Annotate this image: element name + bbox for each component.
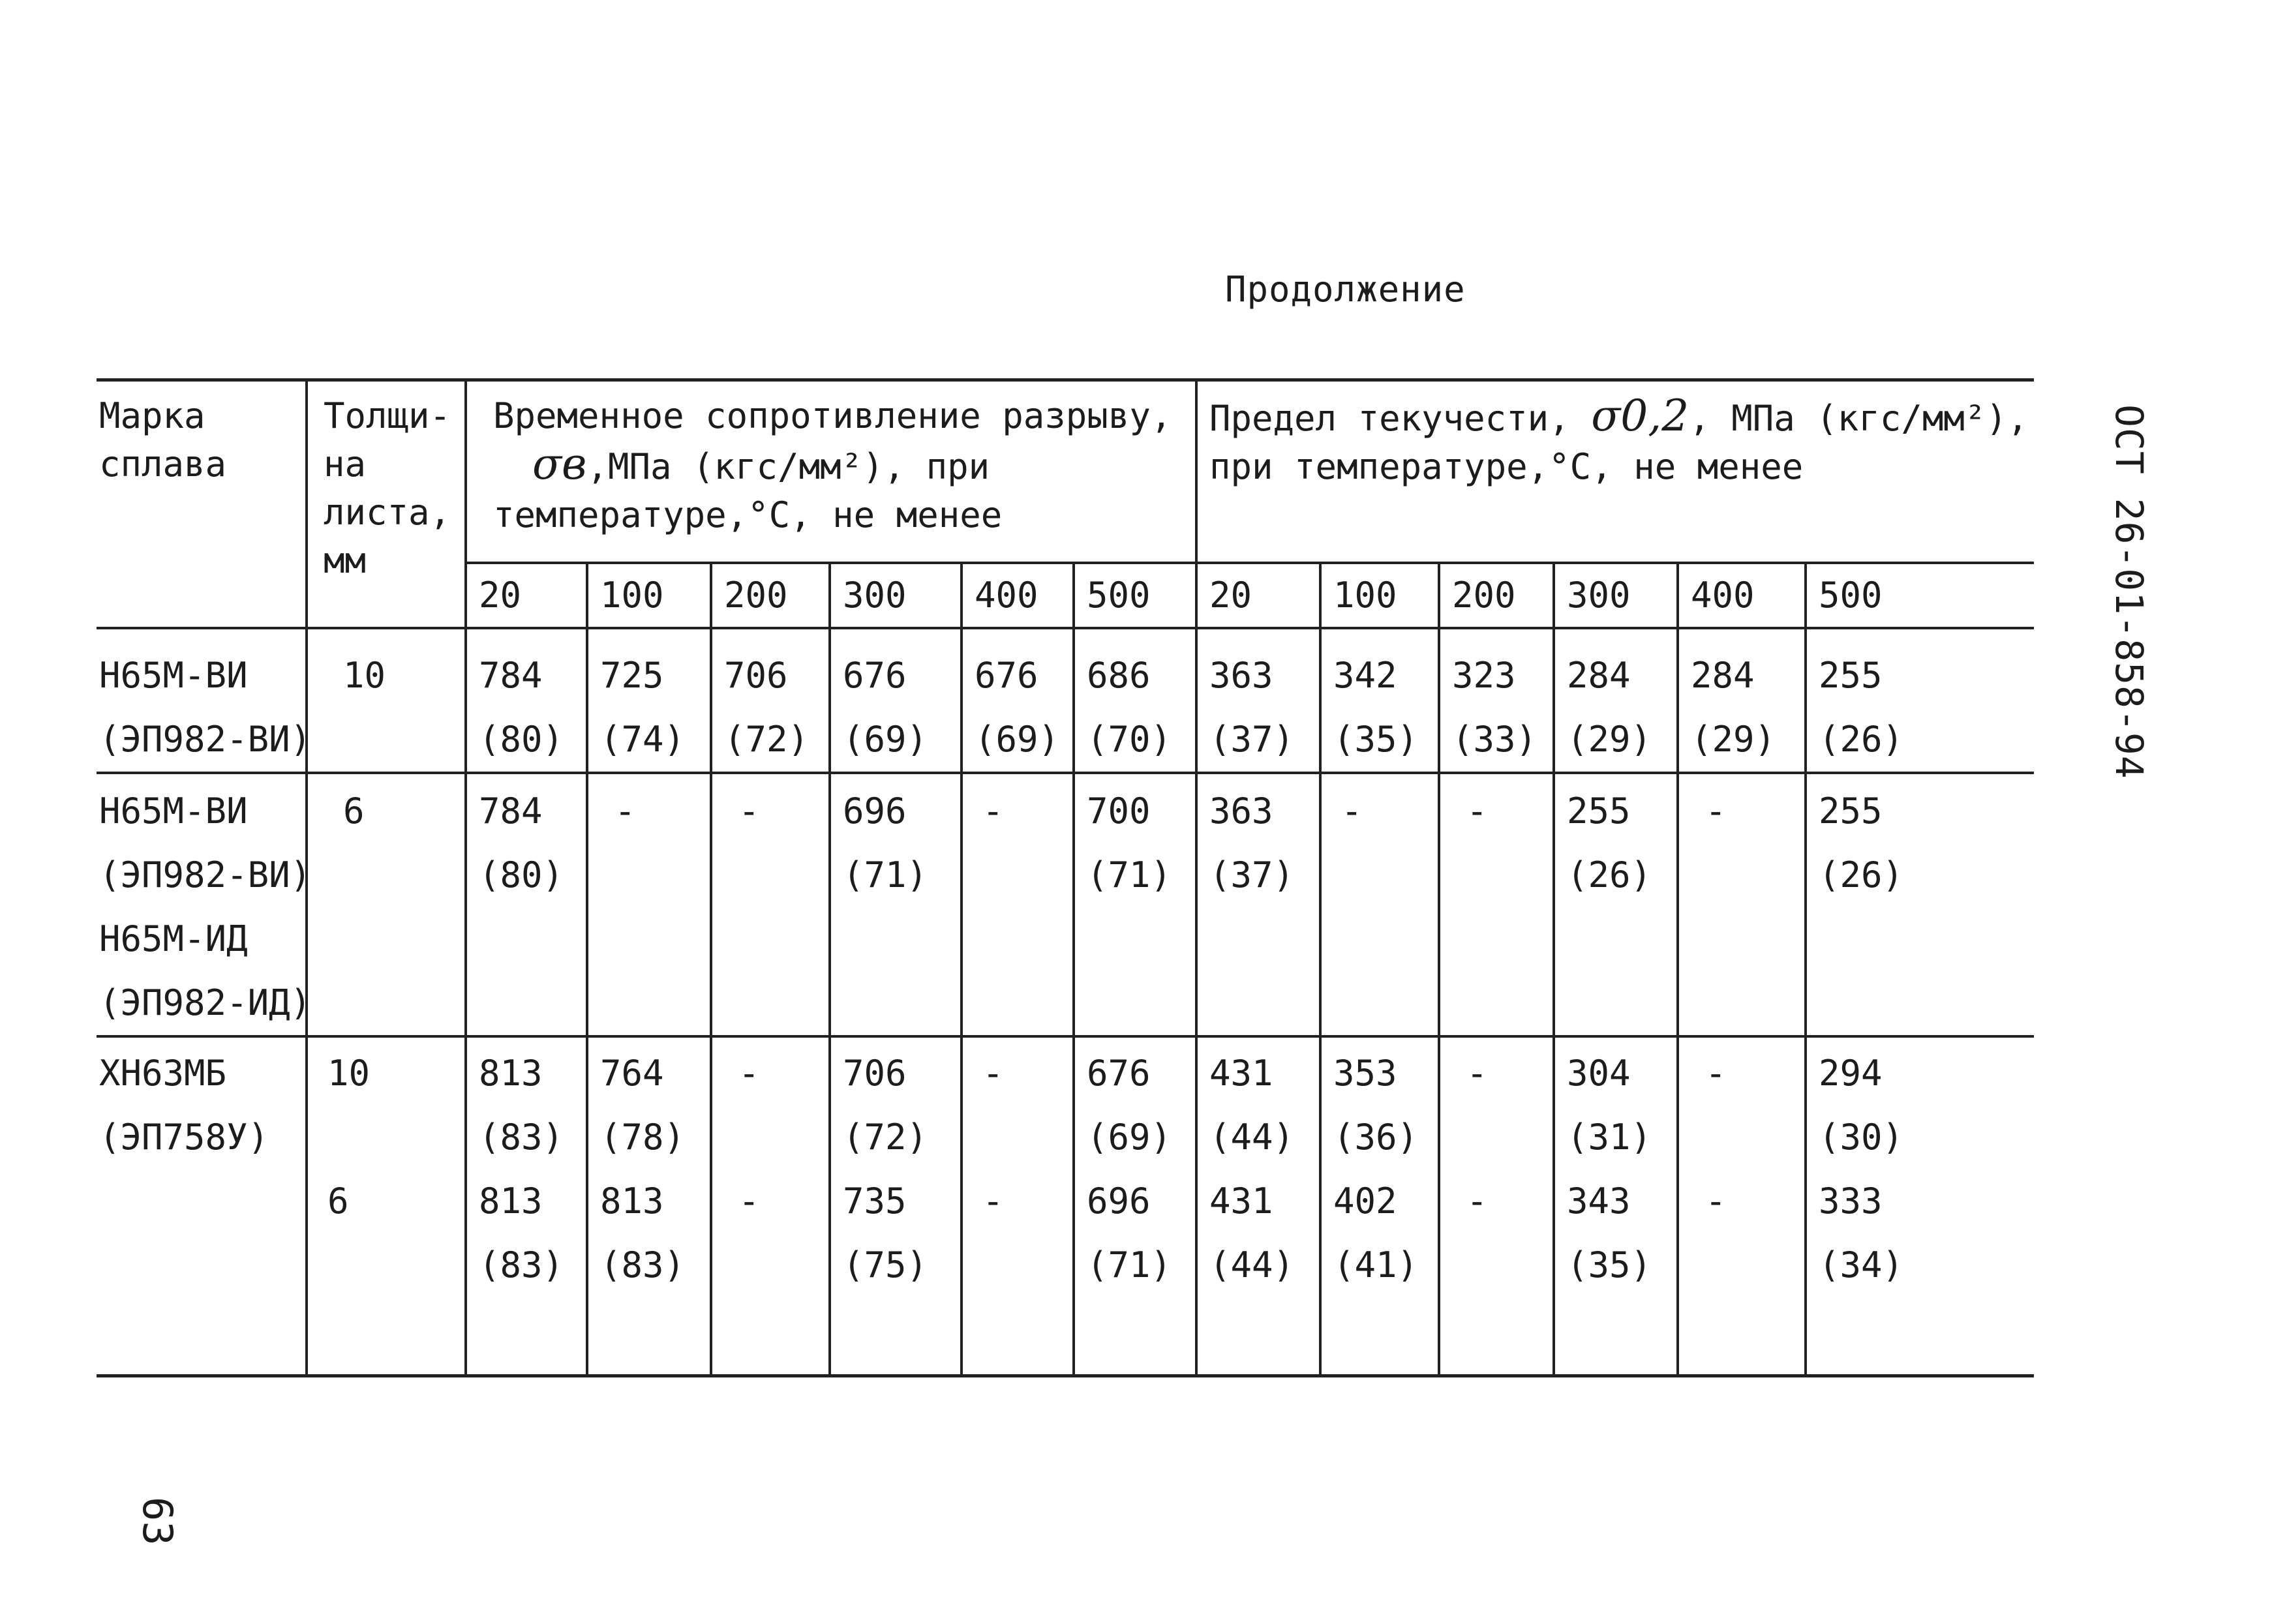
cell-text: 431 (1209, 1180, 1273, 1222)
temp-cell: 500 (1806, 563, 2034, 628)
value-cell (831, 1038, 960, 1297)
cell-text: (26) (1819, 719, 1904, 760)
cell-text: (44) (1209, 1117, 1295, 1158)
cell-text: (75) (843, 1244, 928, 1286)
cell-text: 813 (479, 1180, 543, 1222)
cell-text: 284 (1567, 655, 1631, 696)
cell-text: Н65М-ВИ (99, 655, 248, 696)
cell-text: (72) (843, 1117, 928, 1158)
cell-text: 784 (479, 790, 543, 832)
value-cell (467, 629, 586, 772)
page-number: 63 (134, 1497, 181, 1546)
cell-text: (26) (1567, 854, 1652, 895)
cell-text: 676 (975, 655, 1038, 696)
header-yield: Предел текучести, σ0,2, МПа (кгс/мм²), при температуре,°С, не менее (1196, 380, 2034, 564)
cell-text: - (1341, 790, 1363, 832)
cell-text: 784 (479, 655, 543, 696)
value-cell (1555, 774, 1676, 907)
value-cell (588, 1038, 710, 1297)
cell-text: (ЭП758У) (99, 1117, 269, 1158)
cell-text: Предел текучести, (1209, 398, 1570, 439)
temp-cell: 100 (1320, 563, 1439, 628)
value-cell (1075, 629, 1195, 772)
cell-text: 696 (1087, 1180, 1151, 1222)
properties-table (97, 378, 2034, 1377)
cell-text: (83) (600, 1244, 686, 1286)
cell-text: (31) (1567, 1117, 1652, 1158)
header-tensile: Временное сопротивление разрыву, σв,МПа (кгс/мм²), при температуре,°С, не менее (466, 380, 1196, 564)
cell-text: (71) (1087, 1244, 1172, 1286)
cell-text: ХН63МБ (99, 1053, 227, 1094)
cell-text (1705, 1105, 1800, 1169)
value-cell (963, 774, 1072, 843)
temp-cell: 500 (1074, 563, 1196, 628)
sheet-thickness (308, 774, 464, 843)
cell-text: 725 (600, 655, 664, 696)
sheet-thickness (308, 1038, 464, 1233)
header-row (97, 380, 2034, 564)
alloy-grade (97, 629, 312, 772)
sigma-b-symbol: σв (532, 439, 587, 489)
cell-text: 363 (1209, 655, 1273, 696)
value-cell (1322, 774, 1438, 843)
header-grade: Марка сплава (97, 380, 307, 629)
value-cell (712, 1038, 828, 1233)
cell-text: - (982, 1180, 1004, 1222)
cell-text: - (738, 1180, 760, 1222)
cell-text (1466, 1105, 1549, 1169)
cell-text: 706 (843, 1053, 907, 1094)
cell-text: - (982, 790, 1004, 832)
cell-text: - (738, 1053, 760, 1094)
value-cell (467, 774, 586, 907)
cell-text: (33) (1452, 719, 1537, 760)
cell-text: 813 (600, 1180, 664, 1222)
cell-text: 333 (1819, 1180, 1883, 1222)
temp-cell: 200 (711, 563, 830, 628)
table-row (97, 628, 2034, 773)
sigma-02-symbol: σ0,2 (1591, 391, 1689, 441)
cell-text: (37) (1209, 719, 1295, 760)
cell-text (327, 1105, 461, 1169)
cell-text: (69) (843, 719, 928, 760)
cell-text: 342 (1333, 655, 1397, 696)
cell-text: 255 (1567, 790, 1631, 832)
cell-text: - (982, 1053, 1004, 1094)
cell-text: 10 (327, 1053, 371, 1094)
value-cell (1807, 1038, 2034, 1297)
value-cell (1807, 629, 2034, 772)
cell-text: 686 (1087, 655, 1151, 696)
value-cell (831, 774, 960, 907)
table-row (97, 773, 2034, 1036)
cell-text: 323 (1452, 655, 1516, 696)
value-cell (1679, 629, 1804, 772)
cell-text: 255 (1819, 790, 1883, 832)
cell-text: (44) (1209, 1244, 1295, 1286)
cell-text: (83) (479, 1244, 564, 1286)
cell-text: (80) (479, 719, 564, 760)
standard-code: ОСТ 26-01-858-94 (2107, 404, 2151, 779)
value-cell (1679, 774, 1804, 843)
cell-text: (35) (1567, 1244, 1652, 1286)
cell-text: (80) (479, 854, 564, 895)
cell-text: (29) (1567, 719, 1652, 760)
value-cell (588, 629, 710, 772)
cell-text: 6 (327, 1180, 349, 1222)
cell-text: 353 (1333, 1053, 1397, 1094)
cell-text: 10 (343, 655, 386, 696)
cell-text: 284 (1691, 655, 1755, 696)
cell-text: (29) (1691, 719, 1776, 760)
value-cell (712, 629, 828, 772)
value-cell (588, 774, 710, 843)
value-cell (1322, 1038, 1438, 1297)
value-cell (963, 1038, 1072, 1233)
cell-text: (34) (1819, 1244, 1904, 1286)
value-cell (467, 1038, 586, 1297)
cell-text: - (1466, 1180, 1488, 1222)
sheet-thickness (308, 629, 464, 708)
cell-text: (ЭП982-ВИ) (99, 719, 312, 760)
cell-text: (71) (1087, 854, 1172, 895)
value-cell (1440, 629, 1552, 772)
cell-text: (69) (975, 719, 1060, 760)
cell-text: (ЭП982-ИД) (99, 982, 312, 1023)
cell-text: 6 (343, 790, 365, 832)
cell-text: (70) (1087, 719, 1172, 760)
cell-text: 363 (1209, 790, 1273, 832)
value-cell (1075, 774, 1195, 907)
cell-text: - (1705, 1053, 1727, 1094)
value-cell (1198, 629, 1319, 772)
table-row (97, 1036, 2034, 1376)
cell-text (738, 1105, 825, 1169)
alloy-grade (97, 1038, 305, 1169)
cell-text: (35) (1333, 719, 1419, 760)
cell-text: (83) (479, 1117, 564, 1158)
cell-text: 402 (1333, 1180, 1397, 1222)
cell-text: 255 (1819, 655, 1883, 696)
cell-text: 431 (1209, 1053, 1273, 1094)
temp-cell: 200 (1439, 563, 1554, 628)
value-cell (1440, 1038, 1552, 1233)
temp-cell: 300 (1554, 563, 1678, 628)
value-cell (1075, 1038, 1195, 1297)
cell-text: (69) (1087, 1117, 1172, 1158)
value-cell (1555, 1038, 1676, 1297)
cell-text: (74) (600, 719, 686, 760)
value-cell (1440, 774, 1552, 843)
cell-text: - (1705, 1180, 1727, 1222)
alloy-grade (97, 774, 312, 1035)
cell-text: - (1466, 790, 1488, 832)
value-cell (831, 629, 960, 772)
cell-text: (ЭП982-ВИ) (99, 854, 312, 895)
cell-text: 676 (843, 655, 907, 696)
value-cell (1679, 1038, 1804, 1233)
cell-text: 696 (843, 790, 907, 832)
temp-cell: 400 (962, 563, 1074, 628)
temp-cell: 400 (1678, 563, 1806, 628)
cell-text: (36) (1333, 1117, 1419, 1158)
value-cell (1198, 774, 1319, 907)
value-cell (1807, 774, 2034, 907)
cell-text: 343 (1567, 1180, 1631, 1222)
cell-text: Н65М-ВИ (99, 790, 248, 832)
cell-text: Н65М-ИД (99, 918, 248, 959)
temp-cell: 20 (466, 563, 587, 628)
cell-text: (78) (600, 1117, 686, 1158)
temp-cell: 20 (1196, 563, 1320, 628)
cell-text: (71) (843, 854, 928, 895)
cell-text: - (1705, 790, 1727, 832)
cell-text: 294 (1819, 1053, 1883, 1094)
temp-cell: 300 (830, 563, 962, 628)
cell-text: 700 (1087, 790, 1151, 832)
cell-text: (72) (724, 719, 810, 760)
header-thickness: Толщи- на листа, мм (307, 380, 466, 629)
cell-text: (41) (1333, 1244, 1419, 1286)
cell-text: (30) (1819, 1117, 1904, 1158)
value-cell (1198, 1038, 1319, 1297)
cell-text: , МПа (кгс/мм²), (1689, 398, 2029, 439)
cell-text: - (738, 790, 760, 832)
value-cell (1322, 629, 1438, 772)
cell-text: - (1466, 1053, 1488, 1094)
cell-text: 304 (1567, 1053, 1631, 1094)
value-cell (712, 774, 828, 843)
cell-text: - (614, 790, 636, 832)
cell-text: 813 (479, 1053, 543, 1094)
cell-text: ,МПа (кгс/мм²), при (586, 446, 990, 487)
cell-text: 706 (724, 655, 788, 696)
temp-cell: 100 (587, 563, 711, 628)
value-cell (1555, 629, 1676, 772)
cell-text: (37) (1209, 854, 1295, 895)
value-cell (963, 629, 1072, 772)
cell-text: (26) (1819, 854, 1904, 895)
cell-text (982, 1105, 1068, 1169)
cell-text: 764 (600, 1053, 664, 1094)
page-title: Продолжение (1225, 269, 1466, 310)
cell-text: 735 (843, 1180, 907, 1222)
cell-text: 676 (1087, 1053, 1151, 1094)
